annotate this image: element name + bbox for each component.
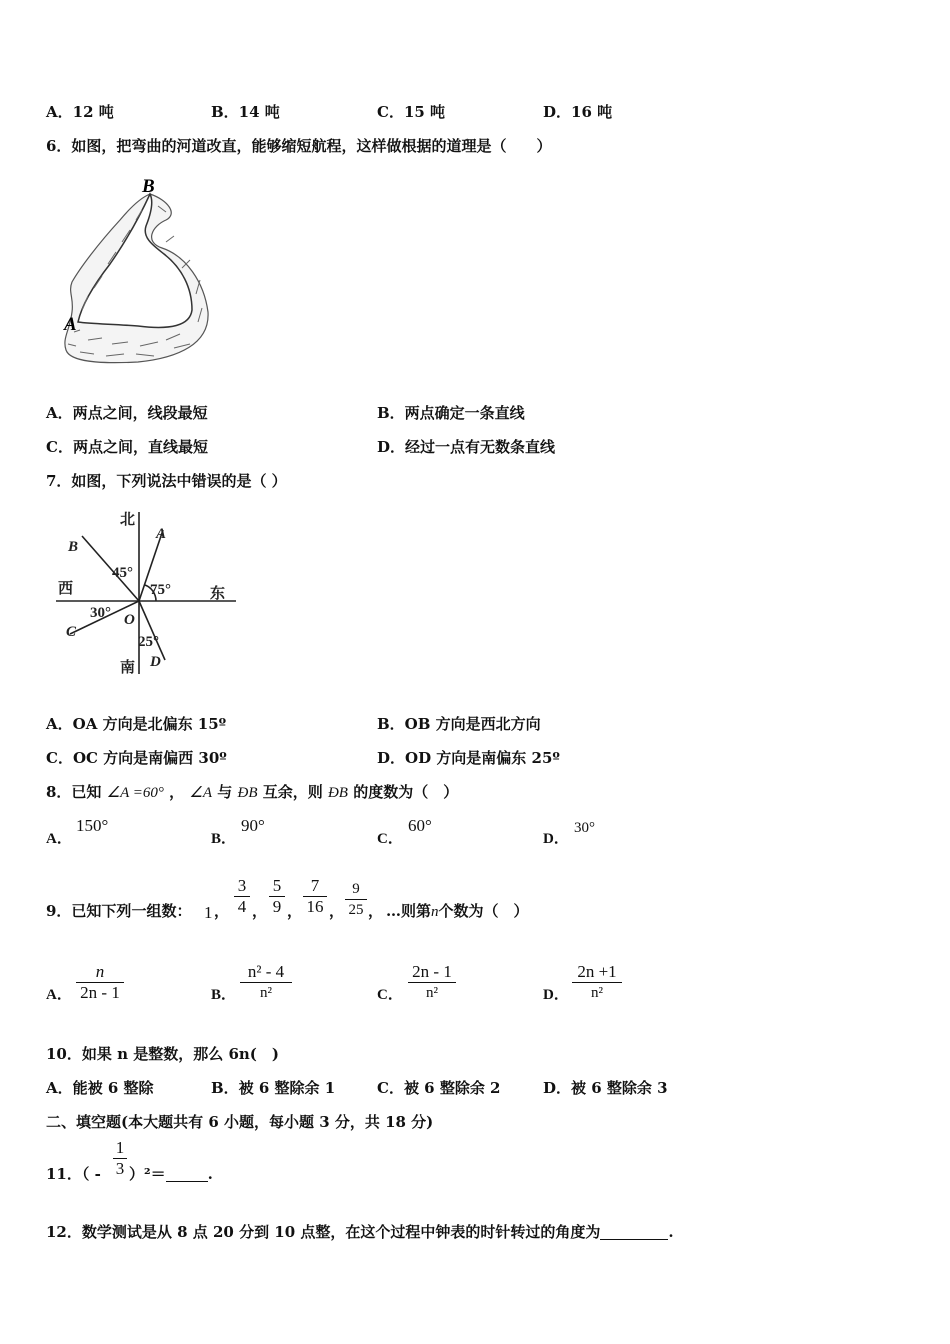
q9-fraction-1 <box>234 877 250 916</box>
angle-75-label: 75° <box>150 582 171 598</box>
q9-option-d-fraction <box>572 963 622 1002</box>
q9-comma-3: ， <box>287 902 303 920</box>
origin-label: O <box>124 612 135 628</box>
q6-option-a: A．两点之间，线段最短 <box>46 404 208 422</box>
q8-separator: ， <box>169 783 185 801</box>
q9-prefix: 9．已知下列一组数： <box>46 902 192 920</box>
q9-suffix-b: 个数为（ ） <box>438 902 529 920</box>
q9-fraction-2-denominator: 9 <box>272 897 282 916</box>
q8-and: 与 <box>217 783 233 801</box>
q9-comma-2: ， <box>252 902 268 920</box>
q9-option-c-denominator: n² <box>426 985 438 1001</box>
q6-option-d: D．经过一点有无数条直线 <box>377 438 556 456</box>
compass-north: 北 <box>120 512 136 528</box>
q11-fraction <box>113 1139 127 1178</box>
ray-label-c: C <box>66 624 77 640</box>
q12-answer-blank[interactable] <box>600 1225 668 1240</box>
q9-option-d-numerator: 2n +1 <box>577 962 617 981</box>
q8-angle-b: ÐB <box>237 785 258 801</box>
angle-25-label: 25° <box>138 634 159 650</box>
q7-option-b: B．OB 方向是西北方向 <box>377 715 541 733</box>
q8-condition-angle-a: ∠A =60° <box>106 785 164 801</box>
angle-45-label: 45° <box>112 565 133 581</box>
q9-option-d-letter: D． <box>543 987 569 1003</box>
q9-suffix-a: …则第 <box>386 902 432 920</box>
ray-label-b: B <box>68 539 79 555</box>
q11-end: . <box>207 1165 213 1183</box>
compass-figure <box>50 506 240 678</box>
q9-option-a-denominator: 2n - 1 <box>80 983 120 1002</box>
q11-denominator: 3 <box>115 1159 125 1178</box>
q8-stem <box>46 783 458 802</box>
q9-option-a-fraction <box>76 963 124 1002</box>
q8-option-b-value: 90° <box>241 816 265 835</box>
section-2-title: 二、填空题(本大题共有 6 小题，每小题 3 分，共 18 分) <box>46 1113 434 1131</box>
q10-option-c: C．被 6 整除余 2 <box>377 1079 501 1097</box>
q7-option-d: D．OD 方向是南偏东 25º <box>377 749 560 767</box>
q9-fraction-3-denominator: 16 <box>306 897 324 916</box>
q10-option-a: A．能被 6 整除 <box>46 1079 154 1097</box>
q9-option-d-denominator: n² <box>591 985 603 1001</box>
q11-numerator: 1 <box>115 1138 125 1157</box>
q9-fraction-4-numerator: 9 <box>352 881 360 897</box>
q8-angle-b-2: ÐB <box>327 785 348 801</box>
q8-prefix: 8．已知 <box>46 783 102 801</box>
q10-option-b: B．被 6 整除余 1 <box>211 1079 336 1097</box>
ray-label-a: A <box>156 526 167 542</box>
river-figure <box>58 172 218 377</box>
q8-angle-a: ∠A <box>189 785 212 801</box>
q9-option-a-numerator: n <box>95 962 105 981</box>
q9-fraction-4-denominator: 25 <box>348 902 364 918</box>
q9-suffix <box>386 902 529 921</box>
q11-answer-blank[interactable] <box>166 1167 208 1182</box>
q9-comma-1: ， <box>214 902 230 920</box>
q9-option-c-numerator: 2n - 1 <box>412 962 452 981</box>
q11-suffix-text: ）²＝ <box>129 1165 166 1183</box>
q6-option-b: B．两点确定一条直线 <box>377 404 525 422</box>
q12-end: . <box>668 1223 674 1241</box>
q7-stem: 7．如图，下列说法中错误的是（ ） <box>46 472 287 490</box>
q7-option-c: C．OC 方向是南偏西 30º <box>46 749 227 767</box>
ray-label-d: D <box>150 654 161 670</box>
q9-option-c-letter: C． <box>377 987 403 1003</box>
q5-option-a: A．12 吨 <box>46 103 114 121</box>
q7-option-a: A．OA 方向是北偏东 15º <box>46 715 227 733</box>
q8-option-c-value: 60° <box>408 816 432 835</box>
q8-option-a-value: 150° <box>76 816 109 835</box>
q8-option-d-value: 30° <box>574 820 595 836</box>
q12-stem <box>46 1223 674 1241</box>
q9-fraction-3-numerator: 7 <box>310 876 320 895</box>
q11-suffix <box>129 1165 213 1183</box>
angle-30-label: 30° <box>90 605 111 621</box>
q9-comma-5: ， <box>368 902 384 920</box>
q8-option-a-letter: A． <box>46 831 72 847</box>
q8-option-b-letter: B． <box>211 831 237 847</box>
q9-fraction-4 <box>345 880 367 919</box>
q6-stem: 6．如图，把弯曲的河道改直，能够缩短航程，这样做根据的道理是（ ） <box>46 137 552 155</box>
q10-option-d: D．被 6 整除余 3 <box>543 1079 668 1097</box>
q6-option-c: C．两点之间，直线最短 <box>46 438 208 456</box>
q5-option-d: D．16 吨 <box>543 103 613 121</box>
q9-fraction-1-denominator: 4 <box>237 897 247 916</box>
compass-south: 南 <box>120 660 136 676</box>
q9-option-b-denominator: n² <box>260 985 272 1001</box>
q11-prefix: 11．（ - <box>46 1165 101 1183</box>
q9-option-a-letter: A． <box>46 987 72 1003</box>
q12-stem-text: 12．数学测试是从 8 点 20 分到 10 点整，在这个过程中钟表的时针转过的角度为 <box>46 1223 601 1241</box>
river-label-b: B <box>142 176 155 197</box>
q9-variable-n: n <box>431 904 439 920</box>
q9-first-number: 1 <box>204 903 213 922</box>
q9-fraction-2 <box>269 877 285 916</box>
q9-comma-4: ， <box>329 902 345 920</box>
q5-option-c: C．15 吨 <box>377 103 446 121</box>
q9-fraction-2-numerator: 5 <box>272 876 282 895</box>
q5-option-b: B．14 吨 <box>211 103 280 121</box>
q9-fraction-1-numerator: 3 <box>237 876 247 895</box>
q9-option-c-fraction <box>408 963 456 1002</box>
q9-fraction-3 <box>303 877 327 916</box>
q8-option-d-letter: D． <box>543 831 569 847</box>
river-label-a: A <box>64 314 77 335</box>
q8-suffix: 的度数为（ ） <box>353 783 459 801</box>
compass-west: 西 <box>58 581 74 597</box>
q9-option-b-letter: B． <box>211 987 237 1003</box>
q10-stem: 10．如果 n 是整数，那么 6n( ) <box>46 1045 279 1063</box>
q9-option-b-fraction <box>240 963 292 1002</box>
compass-east: 东 <box>210 586 226 602</box>
q8-option-c-letter: C． <box>377 831 403 847</box>
q8-complement: 互余，则 <box>262 783 323 801</box>
q9-option-b-numerator: n² - 4 <box>247 962 285 981</box>
